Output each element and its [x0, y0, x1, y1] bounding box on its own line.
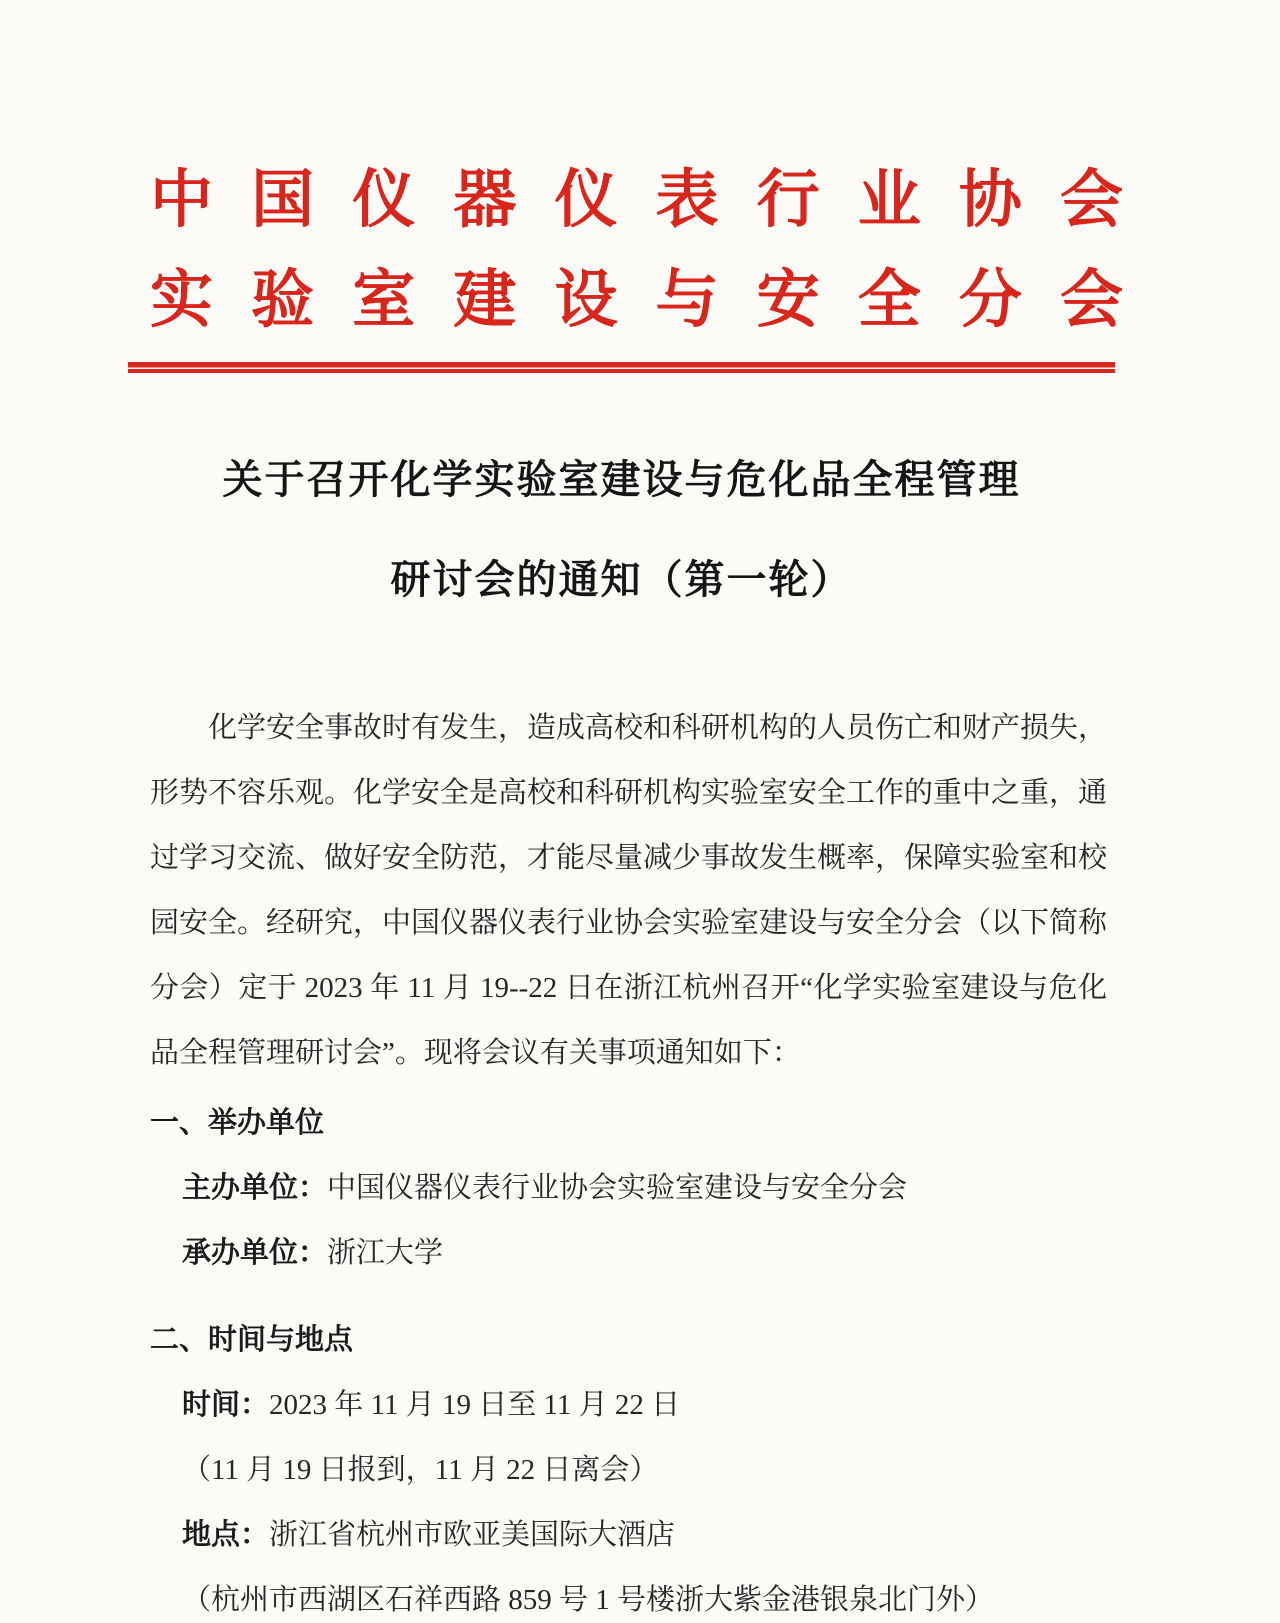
document-title	[128, 430, 1115, 630]
time-note-line: （11 月 19 日报到，11 月 22 日离会）	[182, 1454, 659, 1486]
document-body	[150, 696, 1107, 1623]
header-divider-rule	[128, 362, 1115, 373]
section-heading-organizers: 一、举办单位	[150, 1107, 325, 1139]
undertaker-unit-label: 承办单位：	[182, 1237, 328, 1269]
location-value: 浙江省杭州市欧亚美国际大酒店	[269, 1519, 676, 1551]
org-name-line-2: 实验室建设与安全分会	[150, 265, 1123, 335]
section-heading-time-location: 二、时间与地点	[150, 1324, 354, 1356]
host-unit-value: 中国仪器仪表行业协会实验室建设与安全分会	[327, 1172, 908, 1204]
undertaker-unit-value: 浙江大学	[327, 1237, 444, 1269]
location-note-line: （杭州市西湖区石祥西路 859 号 1 号楼浙大紫金港银泉北门外）	[182, 1584, 995, 1616]
undertaker-unit-line	[150, 1221, 1107, 1286]
time-label: 时间：	[182, 1389, 270, 1421]
host-unit-line	[150, 1156, 1107, 1221]
intro-paragraph: 化学安全事故时有发生，造成高校和科研机构的人员伤亡和财产损失，形势不容乐观。化学安全是高校和科研机构实验室安全工作的重中之重，通过学习交流、做好安全防范，才能尽量减少事故发生概率，保障实验室和校园安全。经研究，中国仪器仪表行业协会实验室建设与安全分会（以下简称分会）定于 2023 年 11 月 19--22 日在浙江杭州召开“化学实验室建设与危化品全程管理研讨会”。现将会议有关事项通知如下：	[150, 712, 1108, 1069]
time-value: 2023 年 11 月 19 日至 11 月 22 日	[269, 1389, 681, 1421]
time-line	[150, 1373, 1107, 1438]
document-title-line-1: 关于召开化学实验室建设与危化品全程管理	[222, 458, 1021, 502]
document-title-line-2: 研讨会的通知（第一轮）	[390, 558, 853, 602]
org-header	[0, 150, 1280, 373]
host-unit-label: 主办单位：	[182, 1172, 328, 1204]
location-line	[150, 1503, 1107, 1568]
location-label: 地点：	[182, 1519, 270, 1551]
org-name-line-1: 中国仪器仪表行业协会	[150, 165, 1123, 235]
